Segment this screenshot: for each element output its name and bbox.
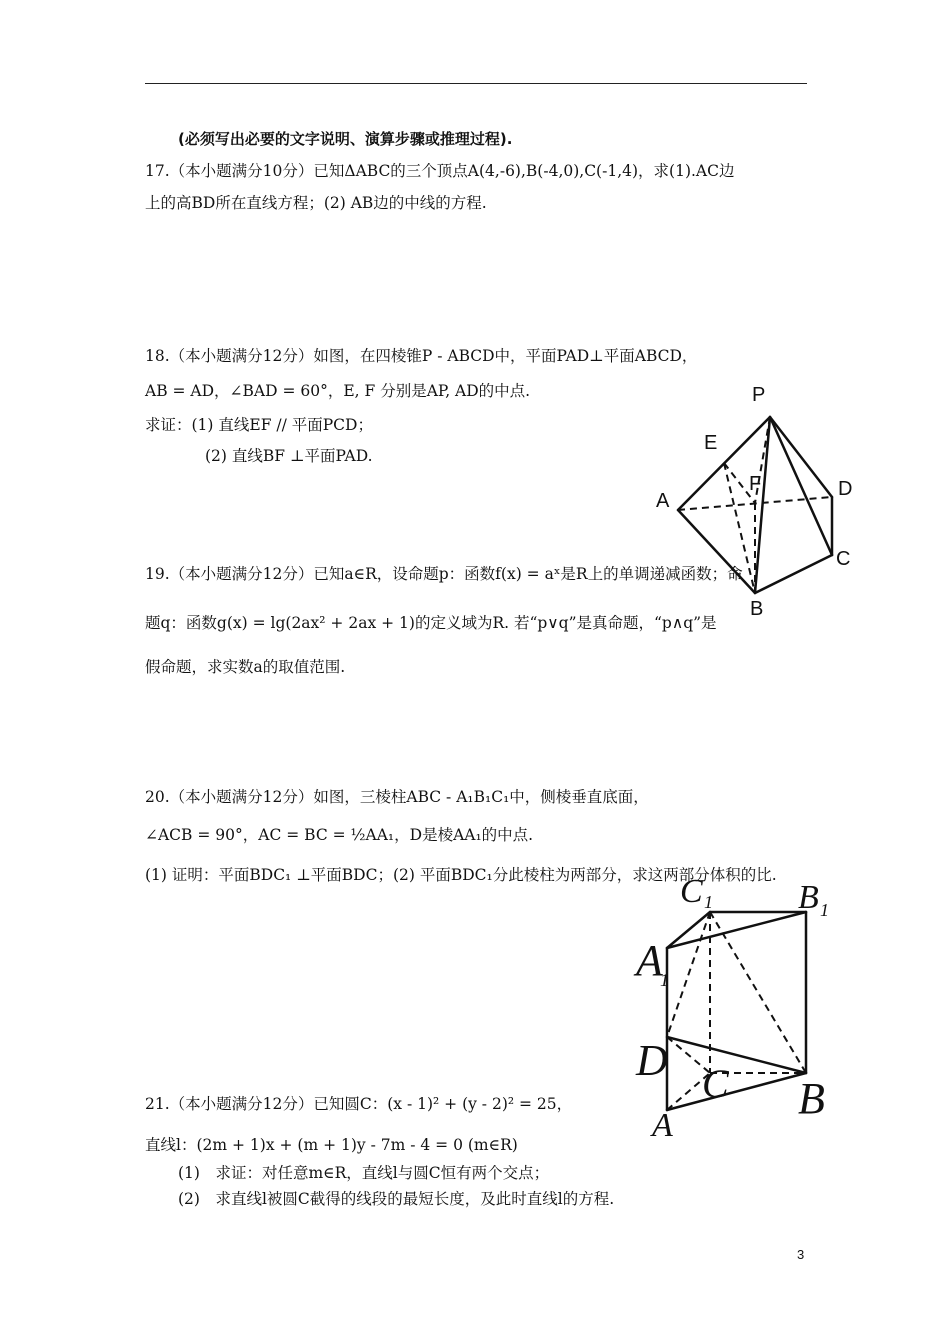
page-number: 3 xyxy=(797,1247,805,1262)
q18-line2: AB = AD，∠BAD = 60°，E, F 分别是AP, AD的中点. xyxy=(145,382,531,400)
label-c: C xyxy=(702,1061,729,1106)
label-a: A xyxy=(652,1107,673,1144)
label-p: P xyxy=(752,384,766,406)
q21-item2: (2) 求直线l被圆C截得的线段的最短长度，及此时直线l的方程. xyxy=(178,1190,615,1208)
label-a1-sub: 1 xyxy=(660,970,669,990)
label-c1: C xyxy=(680,873,703,910)
q21-line1: 21.（本小题满分12分）已知圆C：(x - 1)² + (y - 2)² = 25， xyxy=(145,1095,573,1113)
label-d: D xyxy=(636,1036,668,1085)
q20-line2: ∠ACB = 90°，AC = BC = ½AA₁，D是棱AA₁的中点. xyxy=(145,826,534,844)
q21-line2: 直线l：(2m + 1)x + (m + 1)y - 7m - 4 = 0 (m∈R) xyxy=(145,1136,518,1154)
label-a1: A xyxy=(636,936,663,985)
label-d: D xyxy=(838,478,853,500)
header-rule xyxy=(145,83,807,84)
prism-figure xyxy=(630,870,860,1144)
label-f: F xyxy=(749,473,762,495)
label-e: E xyxy=(704,432,718,454)
label-b: B xyxy=(798,1074,825,1123)
q19-line2: 题q：函数g(x) = lg(2ax² + 2ax + 1)的定义域为R. 若“p∨q”是真命题，“p∧q”是 xyxy=(145,614,717,632)
label-b: B xyxy=(750,598,764,620)
q18-line3: 求证：(1) 直线EF // 平面PCD； xyxy=(145,416,373,434)
label-c: C xyxy=(836,548,851,570)
instruction-text: (必须写出必要的文字说明、演算步骤或推理过程). xyxy=(178,130,513,148)
q17-line2: 上的高BD所在直线方程；(2) AB边的中线的方程. xyxy=(145,194,487,212)
q18-line4: (2) 直线BF ⊥平面PAD. xyxy=(205,447,373,465)
q20-line3: (1) 证明：平面BDC₁ ⊥平面BDC；(2) 平面BDC₁分此棱柱为两部分，求这两部分体积的比. xyxy=(145,866,777,884)
label-b1: B xyxy=(798,879,819,916)
q18-line1: 18.（本小题满分12分）如图，在四棱锥P - ABCD中，平面PAD⊥平面ABCD， xyxy=(145,347,698,365)
q20-line1: 20.（本小题满分12分）如图，三棱柱ABC - A₁B₁C₁中，侧棱垂直底面， xyxy=(145,788,649,806)
label-a: A xyxy=(656,490,670,512)
q19-line3: 假命题，求实数a的取值范围. xyxy=(145,658,346,676)
label-b1-sub: 1 xyxy=(820,900,829,920)
label-c1-sub: 1 xyxy=(704,892,713,912)
q19-line1: 19.（本小题满分12分）已知a∈R，设命题p：函数f(x) = aˣ是R上的单调递减函数；命 xyxy=(145,565,743,583)
pyramid-figure xyxy=(640,375,860,625)
q21-item1: (1) 求证：对任意m∈R，直线l与圆C恒有两个交点； xyxy=(178,1164,550,1182)
q17-line1: 17.（本小题满分10分）已知ΔABC的三个顶点A(4,-6),B(-4,0),C(-1,4)，求(1).AC边 xyxy=(145,162,735,180)
